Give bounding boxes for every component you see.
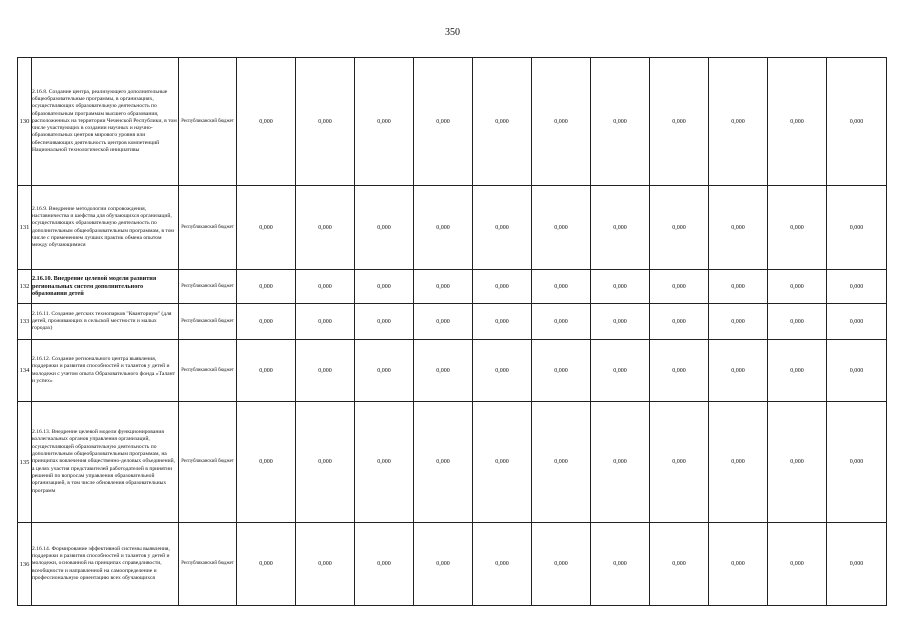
table-row — [18, 340, 887, 402]
value-cell: 0,000 — [591, 270, 650, 304]
value-cell: 0,000 — [355, 270, 414, 304]
value-cell: 0,000 — [827, 270, 887, 304]
funding-source: Республиканский бюджет — [179, 402, 237, 523]
value-cell: 0,000 — [768, 402, 827, 523]
funding-source: Республиканский бюджет — [179, 270, 237, 304]
value-cell: 0,000 — [827, 58, 887, 186]
value-cell: 0,000 — [827, 340, 887, 402]
value-cell: 0,000 — [355, 186, 414, 270]
value-cell: 0,000 — [768, 186, 827, 270]
value-cell: 0,000 — [650, 270, 709, 304]
value-cell: 0,000 — [650, 186, 709, 270]
table-row — [18, 186, 887, 270]
value-cell: 0,000 — [827, 523, 887, 606]
value-cell: 0,000 — [768, 340, 827, 402]
value-cell: 0,000 — [414, 523, 473, 606]
funding-source: Республиканский бюджет — [179, 523, 237, 606]
value-cell: 0,000 — [591, 340, 650, 402]
table-row — [18, 402, 887, 523]
value-cell: 0,000 — [237, 304, 296, 340]
row-number: 133 — [18, 304, 32, 340]
value-cell: 0,000 — [827, 186, 887, 270]
table-row — [18, 270, 887, 304]
value-cell: 0,000 — [768, 58, 827, 186]
funding-source: Республиканский бюджет — [179, 304, 237, 340]
row-number: 135 — [18, 402, 32, 523]
value-cell: 0,000 — [709, 523, 768, 606]
value-cell: 0,000 — [414, 186, 473, 270]
value-cell: 0,000 — [532, 304, 591, 340]
value-cell: 0,000 — [296, 304, 355, 340]
value-cell: 0,000 — [237, 402, 296, 523]
value-cell: 0,000 — [473, 402, 532, 523]
value-cell: 0,000 — [709, 58, 768, 186]
row-number: 132 — [18, 270, 32, 304]
activity-description: 2.16.10. Внедрение целевой модели развития региональных систем дополнительного образования детей — [32, 270, 179, 304]
value-cell: 0,000 — [296, 186, 355, 270]
value-cell: 0,000 — [296, 270, 355, 304]
value-cell: 0,000 — [355, 304, 414, 340]
value-cell: 0,000 — [768, 523, 827, 606]
value-cell: 0,000 — [709, 402, 768, 523]
value-cell: 0,000 — [355, 340, 414, 402]
row-number: 136 — [18, 523, 32, 606]
value-cell: 0,000 — [296, 523, 355, 606]
activity-description: 2.16.12. Создание регионального центра выявления, поддержки и развития способностей и талантов у детей и молодежи с учетом опыта Образовательного фонда «Талант и успех» — [32, 340, 179, 402]
value-cell: 0,000 — [532, 523, 591, 606]
value-cell: 0,000 — [296, 58, 355, 186]
value-cell: 0,000 — [237, 523, 296, 606]
value-cell: 0,000 — [768, 270, 827, 304]
value-cell: 0,000 — [473, 340, 532, 402]
value-cell: 0,000 — [532, 58, 591, 186]
value-cell: 0,000 — [709, 304, 768, 340]
value-cell: 0,000 — [355, 523, 414, 606]
value-cell: 0,000 — [237, 270, 296, 304]
activity-description: 2.16.13. Внедрение целевой модели функционирования коллегиальных органов управления организаций, осуществляющей образовательную деятельность по дополнительным общеобразовательным программам, на принципах вовлечения общественно-деловых объединений, а целях участия представителей работодателей в принятии решений по вопросам управления образовательной организацией, в том числе обновления образовательных программ — [32, 402, 179, 523]
value-cell: 0,000 — [473, 58, 532, 186]
value-cell: 0,000 — [414, 402, 473, 523]
value-cell: 0,000 — [237, 58, 296, 186]
activity-description: 2.16.9. Внедрение методологии сопровождения, наставничества и шефства для обучающихся организаций, осуществляющих образовательную деятельность по дополнительным общеобразовательным программам, в том числе с применением лучших практик обмена опытом между обучающимися — [32, 186, 179, 270]
value-cell: 0,000 — [591, 402, 650, 523]
value-cell: 0,000 — [237, 186, 296, 270]
value-cell: 0,000 — [709, 270, 768, 304]
value-cell: 0,000 — [591, 523, 650, 606]
row-number: 131 — [18, 186, 32, 270]
activity-description: 2.16.11. Создание детских технопарков "Кванториум" (для детей, проживающих в сельской местности и малых городах) — [32, 304, 179, 340]
value-cell: 0,000 — [827, 304, 887, 340]
page-number: 350 — [445, 27, 460, 38]
value-cell: 0,000 — [827, 402, 887, 523]
value-cell: 0,000 — [709, 186, 768, 270]
value-cell: 0,000 — [591, 58, 650, 186]
value-cell: 0,000 — [532, 340, 591, 402]
activity-description: 2.16.14. Формирование эффективной системы выявления, поддержки и развития способностей и талантов у детей и молодежи, основанной на принципах справедливости, всеобщности и направленной на самоопределение и профессиональную ориентацию всех обучающихся — [32, 523, 179, 606]
value-cell: 0,000 — [650, 402, 709, 523]
value-cell: 0,000 — [532, 186, 591, 270]
funding-source: Республиканский бюджет — [179, 58, 237, 186]
value-cell: 0,000 — [532, 402, 591, 523]
value-cell: 0,000 — [768, 304, 827, 340]
value-cell: 0,000 — [473, 270, 532, 304]
funding-source: Республиканский бюджет — [179, 186, 237, 270]
value-cell: 0,000 — [650, 58, 709, 186]
budget-table — [17, 57, 887, 606]
table-row — [18, 304, 887, 340]
value-cell: 0,000 — [237, 340, 296, 402]
value-cell: 0,000 — [650, 304, 709, 340]
value-cell: 0,000 — [591, 304, 650, 340]
value-cell: 0,000 — [591, 186, 650, 270]
row-number: 134 — [18, 340, 32, 402]
activity-description: 2.16.8. Создание центра, реализующего дополнительные общеобразовательные программы, в организациях, осуществляющих образовательную деятельность по образовательным программам высшего образования, расположенных на территории Чеченской Республики, в том числе участвующих в создании научных и научно-образовательных центров мирового уровня или обеспечивающих деятельность центров компетенций Национальной технологической инициативы — [32, 58, 179, 186]
value-cell: 0,000 — [473, 523, 532, 606]
value-cell: 0,000 — [414, 304, 473, 340]
value-cell: 0,000 — [296, 340, 355, 402]
value-cell: 0,000 — [473, 304, 532, 340]
value-cell: 0,000 — [709, 340, 768, 402]
table-row — [18, 58, 887, 186]
value-cell: 0,000 — [414, 58, 473, 186]
value-cell: 0,000 — [414, 270, 473, 304]
value-cell: 0,000 — [355, 402, 414, 523]
table-row — [18, 523, 887, 606]
value-cell: 0,000 — [414, 340, 473, 402]
value-cell: 0,000 — [532, 270, 591, 304]
value-cell: 0,000 — [355, 58, 414, 186]
row-number: 130 — [18, 58, 32, 186]
value-cell: 0,000 — [650, 340, 709, 402]
value-cell: 0,000 — [473, 186, 532, 270]
value-cell: 0,000 — [296, 402, 355, 523]
funding-source: Республиканский бюджет — [179, 340, 237, 402]
value-cell: 0,000 — [650, 523, 709, 606]
